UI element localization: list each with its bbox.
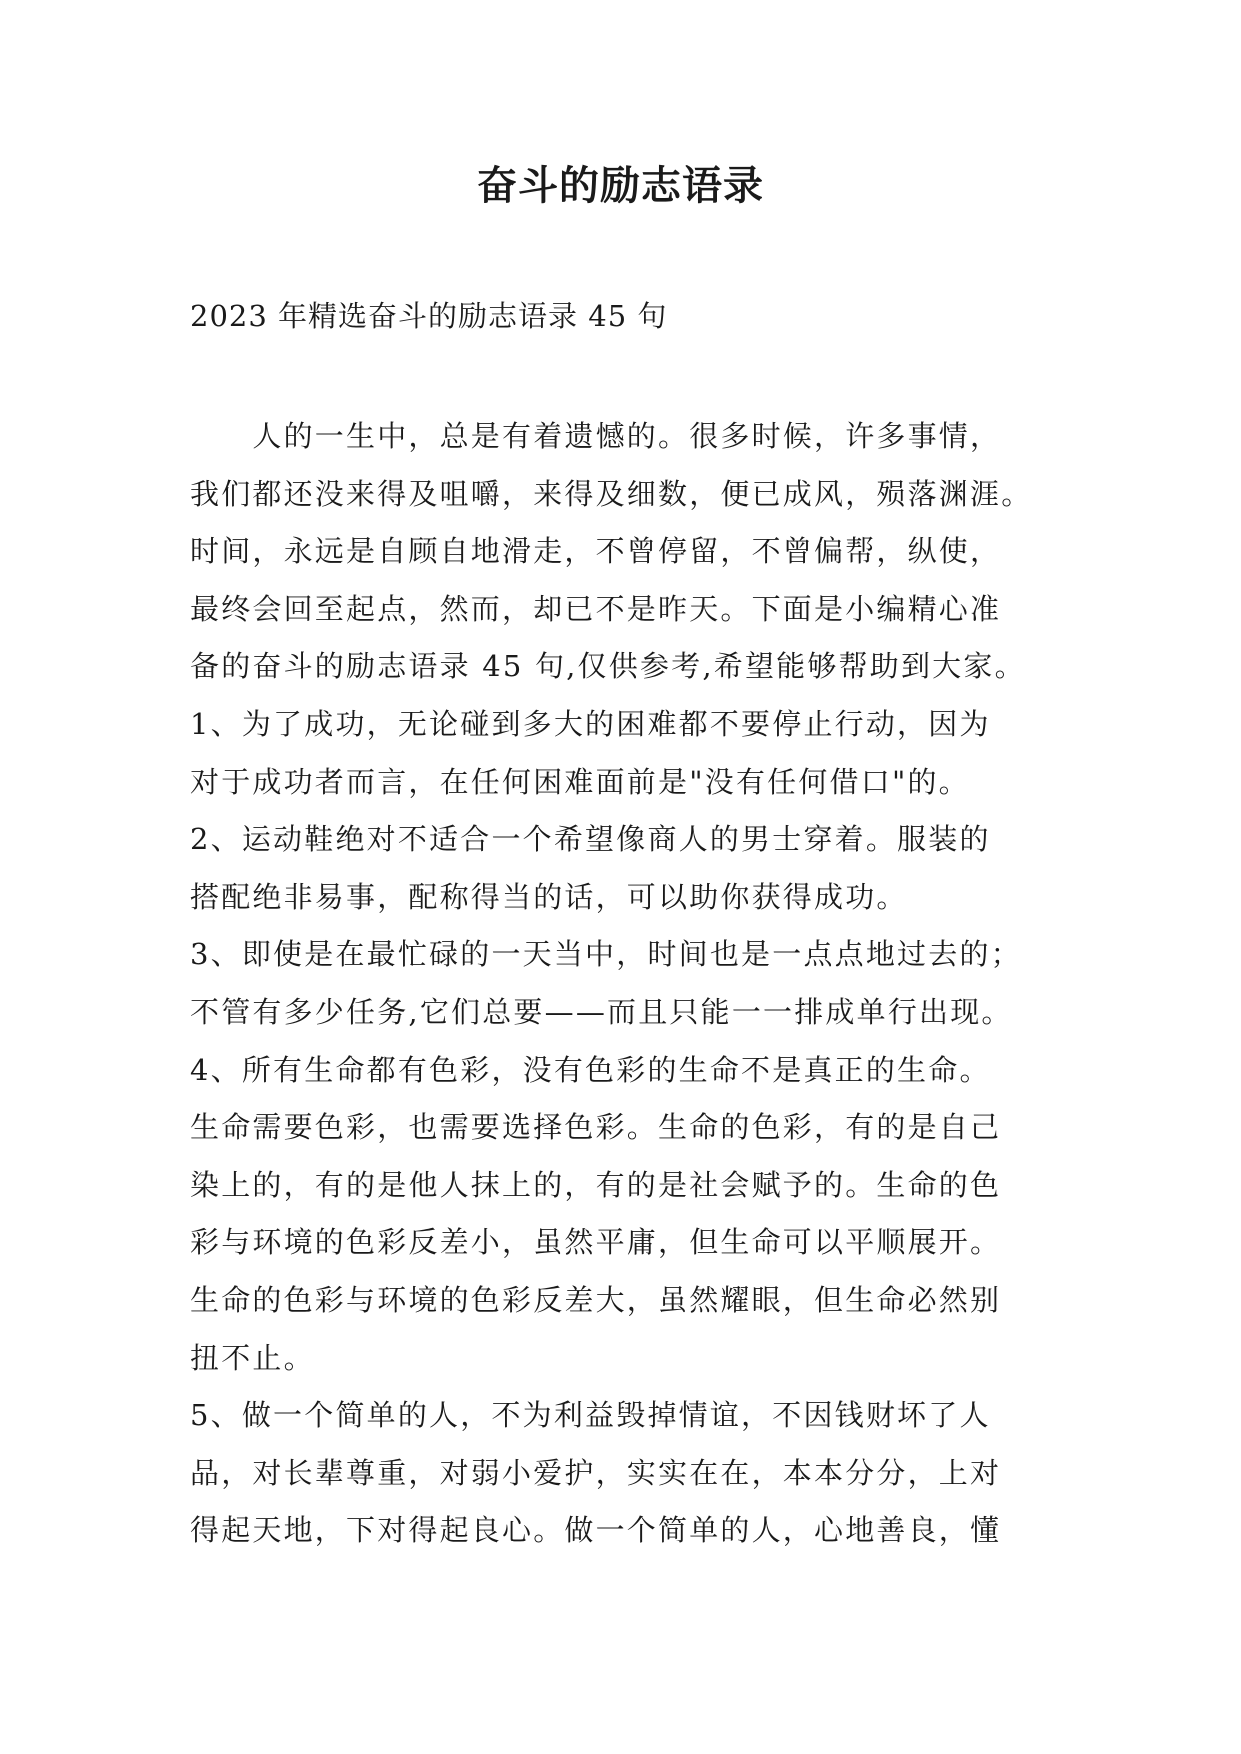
body-line: 生命需要色彩，也需要选择色彩。生命的色彩，有的是自己 xyxy=(190,1110,1002,1145)
body-line: 染上的，有的是他人抹上的，有的是社会赋予的。生命的色 xyxy=(190,1167,1002,1202)
body-line: 1、为了成功，无论碰到多大的困难都不要停止行动，因为 xyxy=(190,706,991,741)
body-line: 人的一生中，总是有着遗憾的。很多时候，许多事情， xyxy=(190,419,1002,453)
body-line: 5、做一个简单的人，不为利益毁掉情谊，不因钱财坏了人 xyxy=(190,1398,991,1433)
body-line: 生命的色彩与环境的色彩反差大，虽然耀眼，但生命必然别 xyxy=(190,1282,1002,1317)
body-line: 4、所有生命都有色彩，没有色彩的生命不是真正的生命。 xyxy=(190,1052,991,1087)
body-line: 时间，永远是自顾自地滑走，不曾停留，不曾偏帮，纵使， xyxy=(190,534,1002,569)
body-line: 彩与环境的色彩反差小，虽然平庸，但生命可以平顺展开。 xyxy=(190,1225,1002,1260)
document-subtitle: 2023 年精选奋斗的励志语录 45 句 xyxy=(190,299,668,333)
body-line: 不管有多少任务,它们总要——而且只能一一排成单行出现。 xyxy=(190,994,1013,1029)
body-line: 扭不止。 xyxy=(190,1340,315,1375)
body-line: 搭配绝非易事，配称得当的话，可以助你获得成功。 xyxy=(190,879,908,914)
body-line: 3、即使是在最忙碌的一天当中，时间也是一点点地过去的； xyxy=(190,937,1022,972)
body-line: 得起天地，下对得起良心。做一个简单的人，心地善良，懂 xyxy=(190,1513,1002,1548)
body-line: 我们都还没来得及咀嚼，来得及细数，便已成风，殒落渊涯。 xyxy=(190,476,1033,511)
document-title: 奋斗的励志语录 xyxy=(477,162,764,209)
body-line: 最终会回至起点，然而，却已不是昨天。下面是小编精心准 xyxy=(190,591,1002,626)
body-line: 对于成功者而言，在任何困难面前是"没有任何借口"的。 xyxy=(190,764,970,799)
body-line: 品，对长辈尊重，对弱小爱护，实实在在，本本分分，上对 xyxy=(190,1455,1002,1490)
body-line: 备的奋斗的励志语录 45 句,仅供参考,希望能够帮助到大家。 xyxy=(190,649,1026,684)
body-line: 2、运动鞋绝对不适合一个希望像商人的男士穿着。服装的 xyxy=(190,822,991,857)
document-body xyxy=(190,408,1070,1560)
